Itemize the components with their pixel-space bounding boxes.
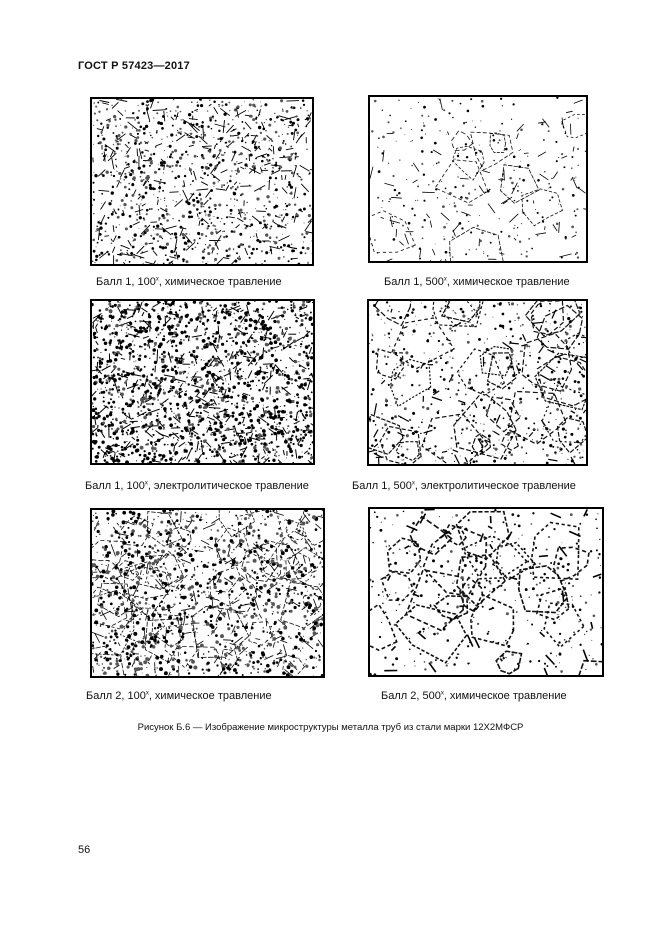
micrograph-3: [90, 299, 315, 465]
micrograph-6-caption: Балл 2, $500^х$, химическое травление: [381, 690, 567, 702]
micrograph-texture: [369, 301, 586, 464]
micrograph-texture: [370, 509, 602, 675]
page-number: 56: [78, 844, 91, 856]
micrograph-texture: [92, 510, 323, 676]
micrograph-texture: [92, 99, 312, 264]
micrograph-2-caption: Балл 1, $500^х$, химическое травление: [384, 276, 570, 288]
micrograph-5-caption: Балл 2, $100^х$, химическое травление: [86, 690, 272, 702]
micrograph-6: [368, 507, 604, 677]
micrograph-1-caption: Балл 1, $100^х$, химическое травление: [96, 276, 282, 288]
micrograph-2: [368, 95, 588, 263]
figure-caption: Рисунок Б.6 — Изображение микроструктуры металла труб из стали марки 12Х2МФСР: [137, 722, 524, 733]
micrograph-3-caption: Балл 1, $100^х$, электролитическое травление: [85, 480, 309, 492]
micrograph-texture: [370, 97, 586, 261]
micrograph-4-caption: Балл 1, $500^х$, электролитическое травление: [352, 480, 576, 492]
micrograph-1: [90, 97, 314, 266]
micrograph-4: [367, 299, 588, 466]
micrograph-texture: [92, 301, 313, 463]
document-header: ГОСТ Р 57423—2017: [78, 60, 190, 72]
micrograph-5: [90, 508, 325, 678]
